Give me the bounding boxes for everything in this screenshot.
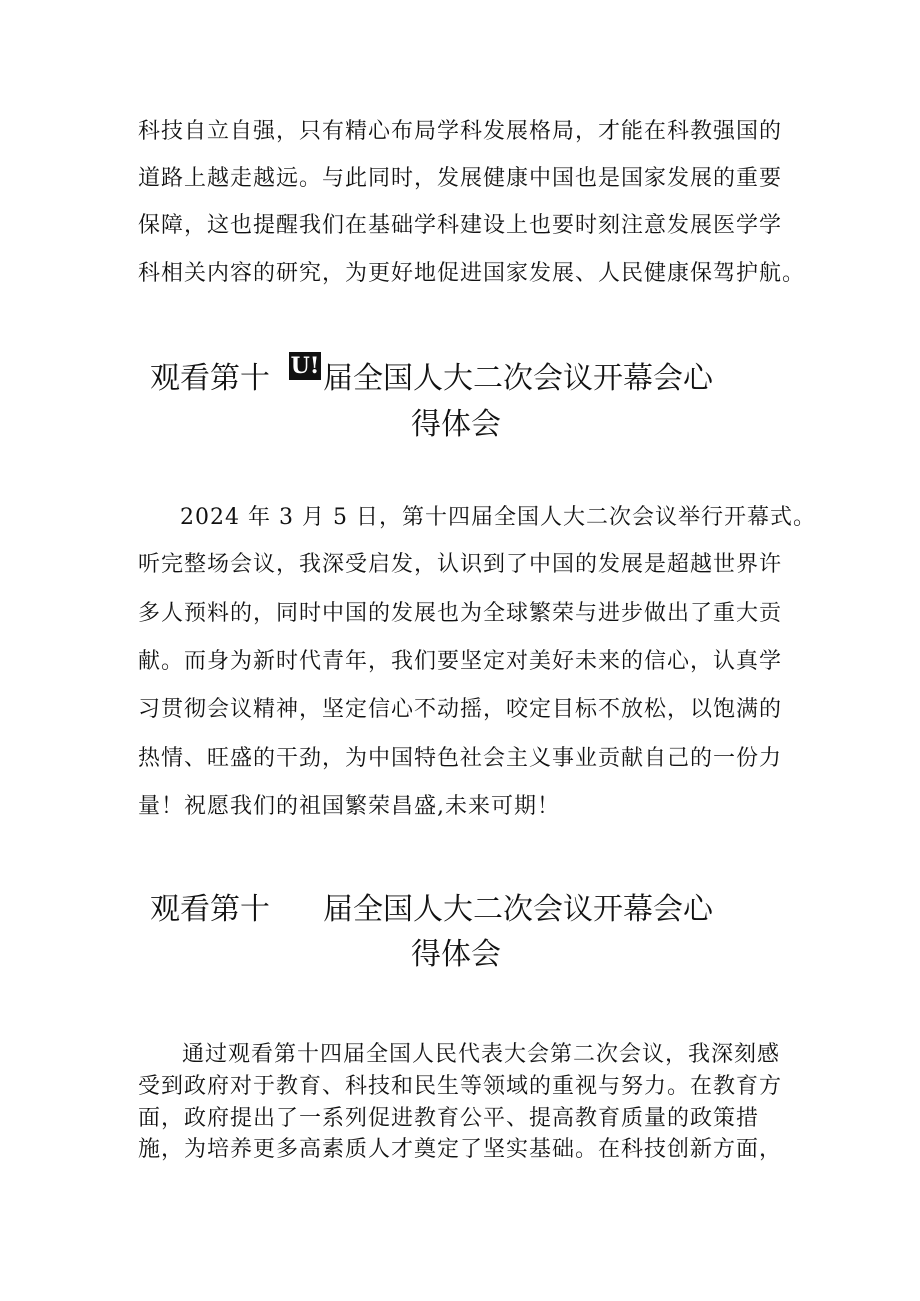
- heading-line-right: 届全国人大二次会议开幕会心: [323, 892, 713, 927]
- text-line: 多人预料的，同时中国的发展也为全球繁荣与进步做出了重大贡: [138, 601, 783, 626]
- ocr-glitch-mark: U!: [290, 353, 320, 379]
- heading-line-left: 观看第十: [150, 361, 270, 396]
- text-line: 习贯彻会议精神，坚定信心不动摇，咬定目标不放松，以饱满的: [138, 697, 783, 722]
- heading-line-left: 观看第十: [150, 892, 270, 927]
- text-line: 献。而身为新时代青年，我们要坚定对美好未来的信心，认真学: [138, 649, 783, 674]
- heading-line-2: 得体会: [411, 407, 501, 442]
- heading-line-2: 得体会: [411, 937, 501, 972]
- text-line: 施，为培养更多高素质人才奠定了坚实基础。在科技创新方面，: [138, 1137, 783, 1162]
- text-line: 量！祝愿我们的祖国繁荣昌盛,未来可期！: [138, 794, 560, 819]
- text-line: 通过观看第十四届全国人民代表大会第二次会议，我深刻感: [182, 1042, 781, 1067]
- text-line: 2024 年 3 月 5 日，第十四届全国人大二次会议举行开幕式。: [180, 505, 816, 530]
- heading-line-right: 届全国人大二次会议开幕会心: [323, 361, 713, 396]
- text-line: 受到政府对于教育、科技和民生等领域的重视与努力。在教育方: [138, 1074, 783, 1099]
- text-line: 保障，这也提醒我们在基础学科建设上也要时刻注意发展医学学: [138, 213, 783, 238]
- text-line: 面，政府提出了一系列促进教育公平、提高教育质量的政策措: [138, 1106, 760, 1131]
- text-line: 科技自立自强，只有精心布局学科发展格局，才能在科教强国的: [138, 119, 783, 144]
- text-line: 道路上越走越远。与此同时，发展健康中国也是国家发展的重要: [138, 166, 783, 191]
- text-line: 听完整场会议，我深受启发，认识到了中国的发展是超越世界许: [138, 552, 783, 577]
- text-line: 热情、旺盛的干劲，为中国特色社会主义事业贡献自己的一份力: [138, 746, 783, 771]
- text-line: 科相关内容的研究，为更好地促进国家发展、人民健康保驾护航。: [138, 261, 806, 286]
